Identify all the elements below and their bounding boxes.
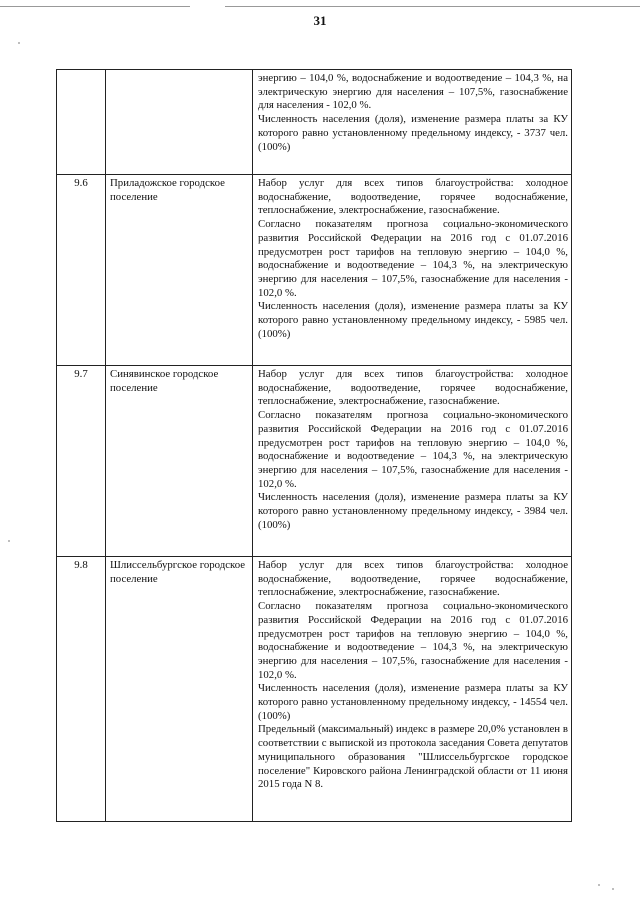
scan-speck bbox=[598, 884, 600, 886]
paragraph: Набор услуг для всех типов благоустройства: холодное водоснабжение, водоотведение, горячее водоснабжение, теплоснабжение, электроснабжение, газоснабжение. bbox=[258, 559, 568, 599]
tariff-table bbox=[56, 69, 572, 822]
settlement-name: Шлиссельбургское городское поселение bbox=[106, 557, 253, 822]
page-number: 31 bbox=[313, 13, 327, 28]
paragraph: Численность населения (доля), изменение размера платы за КУ которого равно установленному предельному индексу, - 3984 чел. (100%) bbox=[258, 491, 568, 531]
paragraph: Численность населения (доля), изменение размера платы за КУ которого равно установленному предельному индексу, - 3737 чел. (100%) bbox=[258, 113, 568, 153]
row-description bbox=[253, 366, 572, 557]
settlement-name bbox=[106, 70, 253, 175]
row-description bbox=[253, 557, 572, 822]
row-description bbox=[253, 175, 572, 366]
paragraph: Согласно показателям прогноза социально-экономического развития Российской Федерации на 2016 год с 01.07.2016 предусмотрен рост тарифов на тепловую энергию – 104,0 %, водоснабжение и водоотведение – 104,3 %, на электрическую энергию для населения – 107,5%, газоснабжение для населения - 102,0 %. bbox=[258, 218, 568, 299]
scan-speck bbox=[18, 42, 20, 44]
paragraph: Численность населения (доля), изменение размера платы за КУ которого равно установленному предельному индексу, - 5985 чел. (100%) bbox=[258, 300, 568, 340]
table-row bbox=[57, 175, 572, 366]
paragraph: Согласно показателям прогноза социально-экономического развития Российской Федерации на 2016 год с 01.07.2016 предусмотрен рост тарифов на тепловую энергию – 104,0 %, водоснабжение и водоотведение – 104,3 %, на электрическую энергию для населения – 107,5%, газоснабжение для населения - 102,0 %. bbox=[258, 600, 568, 681]
table-row bbox=[57, 70, 572, 175]
table-row bbox=[57, 366, 572, 557]
paragraph: Набор услуг для всех типов благоустройства: холодное водоснабжение, водоотведение, горячее водоснабжение, теплоснабжение, электроснабжение, газоснабжение. bbox=[258, 177, 568, 217]
table-row bbox=[57, 557, 572, 822]
row-number: 9.7 bbox=[57, 366, 106, 557]
paragraph: Набор услуг для всех типов благоустройства: холодное водоснабжение, водоотведение, горячее водоснабжение, теплоснабжение, электроснабжение, газоснабжение. bbox=[258, 368, 568, 408]
paragraph: Предельный (максимальный) индекс в размере 20,0% установлен в соответствии с выпиской из протокола заседания Совета депутатов муниципального образования "Шлиссельбургское городское поселение" Кировского района Ленинградской области от 11 июня 2015 года N 8. bbox=[258, 723, 568, 791]
row-number: 9.8 bbox=[57, 557, 106, 822]
paragraph: Согласно показателям прогноза социально-экономического развития Российской Федерации на 2016 год с 01.07.2016 предусмотрен рост тарифов на тепловую энергию – 104,0 %, водоснабжение и водоотведение – 104,3 %, на электрическую энергию для населения – 107,5%, газоснабжение для населения - 102,0 %. bbox=[258, 409, 568, 490]
row-number bbox=[57, 70, 106, 175]
scan-speck bbox=[612, 888, 614, 890]
paragraph: Численность населения (доля), изменение размера платы за КУ которого равно установленному предельному индексу, - 14554 чел. (100%) bbox=[258, 682, 568, 722]
row-number: 9.6 bbox=[57, 175, 106, 366]
scan-edge-line bbox=[0, 6, 190, 7]
paragraph: энергию – 104,0 %, водоснабжение и водоотведение – 104,3 %, на электрическую энергию для населения – 107,5%, газоснабжение для населения - 102,0 %. bbox=[258, 72, 568, 112]
scan-speck bbox=[8, 540, 10, 542]
scan-edge-line bbox=[225, 6, 640, 7]
row-description bbox=[253, 70, 572, 175]
settlement-name: Синявинское городское поселение bbox=[106, 366, 253, 557]
settlement-name: Приладожское городское поселение bbox=[106, 175, 253, 366]
